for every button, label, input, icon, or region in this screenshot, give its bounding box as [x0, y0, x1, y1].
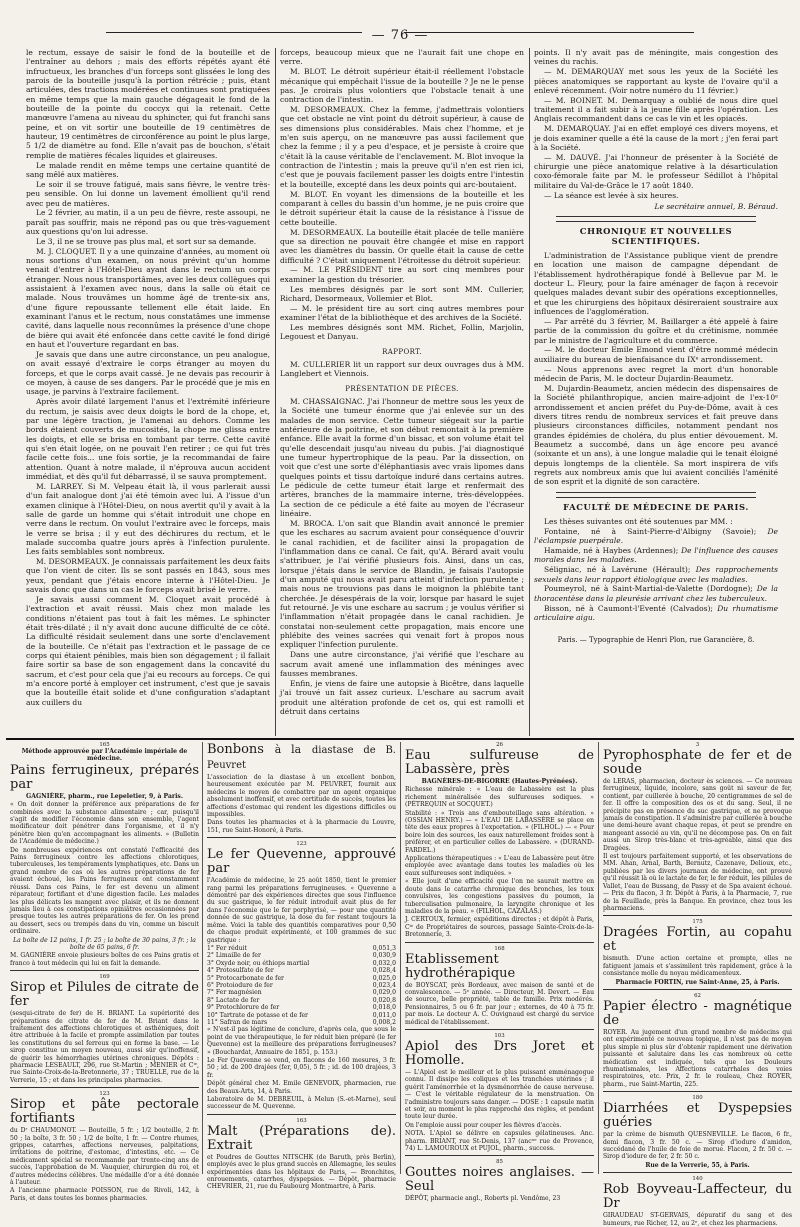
ad-pains-ferrugineux — [10, 742, 199, 967]
ad-number: 3 — [695, 742, 700, 748]
table-cell-label: 7° Fer magnésien — [207, 989, 262, 997]
paragraph: M. DEMARQUAY. J'ai en effet employé ces divers moyens, et je dois examiner quelle a été la cause de la mort ; j'en ferai part à la Société. — [534, 124, 778, 152]
ad-text: BAGNÈRES-DE-BIGORRE (Hautes-Pyrénées). — [421, 778, 578, 785]
printer-imprint: Paris. — Typographie de Henri Plon, rue Garancière, 8. — [557, 636, 755, 645]
table-row — [207, 1004, 396, 1011]
thesis-title: De l'éclampsie puerpérale. — [534, 526, 778, 546]
ad-title-rest: diastase de B. Peuvret — [207, 745, 396, 771]
table-row — [207, 997, 396, 1004]
thesis-entry — [534, 546, 778, 565]
table-cell-value: 0,028,4 — [372, 967, 396, 975]
ad-text: Dépôt général chez M. Emile GENEVOIX, pharmacien, rue des Beaux-Arts, 14, à Paris. — [207, 1080, 396, 1095]
paragraph: Dans une autre circonstance, j'ai vérifié que l'eschare au sacrum avait amené une inflammation des méninges avec fausses membranes. — [280, 650, 524, 678]
ad-column-divider — [400, 742, 401, 1174]
table-row — [207, 1012, 396, 1019]
paragraph: M. CULLERIER lit un rapport sur deux ouvrages dus à MM. Langlebert et Viennois. — [280, 360, 524, 379]
ad-text: (sesqui-citrate de fer) de H. BRIANT. La supériorité des préparations de citrate de fer de M. Briant dans le traitement des affections chlorotiques et asthéniques, doit être attribuée à la facile et prompte assimilation par toutes les constitutions du sel ferreux qui en forme la base. — Le sirop constitue un moyen nouveau, aussi sûr qu'inoffensif, de guérir les hémorrhagies utérines chroniques. Dépôts : pharmacie LESEAULT, 296, rue St-Martin ; MENIER et Cⁱᵉ, rue Sainte-Croix-de-la-Bretonnerie, 37 ; TRUELLE, rue de la Verrerie, 15 ; et dans les principales pharmacies. — [10, 1010, 199, 1084]
page-header — [26, 24, 774, 43]
paragraph: M. J. CLOQUET. Il y a une quinzaine d'années, au moment où nous sortions d'un examen, on nous prévint qu'un homme venait d'entrer à l'Hôtel-Dieu ayant dans le rectum un corps étranger. Nous nous transportâmes, avec les deux collègues qui assistaient à l'examen avec nous, dans la salle où était ce malade. Nous trouvâmes un homme âgé de trente-six ans, d'une figure repoussante tellement elle était laide. En examinant l'anus et le rectum, nous constatâmes une immense cavité, dans laquelle nous reconnûmes la présence d'une chope de bière qui avait été enfoncée dans cette cavité le fond dirigé en haut et l'ouverture regardant en bas. — [26, 246, 270, 350]
paragraph: — La séance est levée à six heures. — [544, 190, 679, 200]
ad-apiol — [405, 1033, 594, 1152]
ad-separator — [10, 970, 199, 971]
ad-hydrotherapique — [405, 946, 594, 1026]
iron-comparison-table — [207, 945, 396, 1026]
ad-title: Apiol des Drs Joret et Homolle. — [405, 1038, 594, 1068]
paragraph: M. BLOT. En voyant les dimensions de la bouteille et les comparant à celles du bassin d'un homme, je ne puis croire que le détroit supérieur était la cause de la résistance à l'issue de cette bouteille. — [280, 189, 524, 227]
ad-text: GIRAUDEAU ST-GERVAIS, dépuratif du sang et des humeurs, rue Richer, 12, au 2ᵉ, et chez les pharmaciens. — [603, 1212, 792, 1227]
table-cell-value: 0,051,3 — [372, 944, 396, 952]
table-cell-label: 3° Oxyde noir, ou éthiops martial — [207, 959, 310, 967]
ad-bonbons-diastase — [207, 743, 396, 834]
table-cell-value: 0,020,8 — [372, 996, 396, 1004]
table-cell-label: 10° Tartrate de potasse et de fer — [207, 1011, 308, 1019]
ad-number: 123 — [296, 841, 307, 848]
ad-column-3 — [405, 742, 594, 1203]
ad-text: A l'ancienne pharmacie POISSON, rue de Rivoli, 142, à Paris, et dans toutes les bonnes pharmacies. — [10, 1187, 199, 1202]
ad-text: « On doit donner la préférence aux préparations de fer combinées avec la substance alimentaire ; car, puisqu'il s'agit de modifier l'économie dans son ensemble, l'agent modificateur doit pénétrer dans l'organisme, et il n'y pénètre bien qu'en accompagnant les aliments. » (Bulletin de l'Académie de médecine.) — [10, 801, 199, 846]
ad-column-4 — [603, 742, 792, 1227]
header-rule-left — [106, 32, 396, 33]
table-cell-value: 0,025,0 — [372, 974, 396, 982]
ad-title: Pains ferrugineux, préparés par — [10, 762, 199, 792]
ad-text: — L'Apiol est le meilleur et le plus puissant emménagogue connu. Il dissipe les coliques et les tranchées utérines ; il guérit l'aménorrhée et la dysménorrhée de cause nerveuse. — C'est le véritable régulateur de la menstruation. On l'administre toujours sans danger. — DOSE : 1 capsule matin et soir, au moment le plus rapproché des règles, et pendant toute leur durée. — [405, 1068, 594, 1121]
thesis-title: Du rhumatisme articulaire aigu. — [534, 603, 779, 622]
ad-price: La boîte de 12 pains, 1 fr. 25 ; la boîte de 30 pains, 3 fr. ; la boîte de 65 pains, 6 fr. — [13, 936, 196, 951]
editorial-columns — [26, 48, 778, 736]
paragraph: forceps, beaucoup mieux que ne l'aurait fait une chope en verre. — [280, 48, 524, 67]
ad-dragees-fortin — [603, 919, 792, 986]
column-1 — [26, 48, 270, 736]
ad-text: GAGNIÈRE, pharm., rue Lepeletier, 9, à Paris. — [26, 792, 183, 800]
ad-title: Gouttes noires anglaises. — Seul — [405, 1165, 594, 1195]
thesis-author: Poumeyrol, né à Saint-Martial-de-Valette (Dordogne); — [544, 584, 753, 594]
section-heading-pieces: PRÉSENTATION DE PIÈCES. — [345, 384, 459, 393]
table-cell-label: 6° Protoiodure de fer — [207, 981, 273, 989]
paragraph: — M. DEMARQUAY met sous les yeux de la Société les pièces anatomiques se rapportant au kyste de l'ovaire qu'il a enlevé récemment. (Voir notre numéro du 11 février.) — [534, 67, 778, 95]
column-3 — [534, 48, 778, 736]
column-divider — [275, 48, 276, 736]
ad-text: NOTA. L'Apiol se délivre en capsules gélatineuses. Anc. pharm. BRIANT, rue St-Denis, 137 (ancⁿᵉ rue de Provence, 74) L. LAMOUROUX et PUJOL, pharm., success. — [405, 1130, 594, 1153]
ad-sirop-pectorale — [10, 1091, 199, 1202]
ad-separator — [603, 989, 792, 990]
paragraph: — Par arrêté du 3 février, M. Baillarger a été appelé à faire partie de la commission du goître et du crétinisme, nommée par le ministre de l'agriculture et du commerce. — [534, 316, 778, 345]
paragraph: Je savais aussi comment M. Cloquet avait procédé à l'extraction et avait réussi. Mais chez mon malade les conditions n'étaient pas tout à fait les mêmes. Le sphincter était très-dilaté ; il n'y avait donc aucune difficulté de ce côté. La difficulté résidait seulement dans une sorte d'enclavement de la bouteille. Ce n'était pas l'extraction et le passage de ce corps qui étaient pénibles, mais bien son dégagement ; il fallait faire sortir sa base de son engagement dans la concavité du sacrum, et c'est pour cela que j'ai eu recours au forceps. Ce qui m'a encore porté à employer cet instrument, c'est que je savais que la bouteille était solide et d'une configuration s'adaptant aux cuillers du — [26, 594, 270, 707]
paragraph: Je savais que dans une autre circonstance, un peu analogue, on avait essayé d'extraire le corps étranger au moyen du forceps, et que le corps avait cassé. Je ne devais pas recourir à ce moyen, à cause de ses dangers. Par le procédé que je mis en usage, je parvins à l'extraire facilement. — [26, 350, 270, 397]
ad-number: 85 — [496, 1159, 503, 1166]
thesis-entry — [534, 584, 778, 603]
paragraph: le rectum, essaye de saisir le fond de la bouteille et de l'entraîner au dehors ; mais des efforts répétés ayant été infructueux, les branches d'un forceps sont glissées le long des parois de la bouteille jusqu'à la portion rétrécie ; puis, étant articulées, des tractions modérées et continues sont pratiquées en même temps que la main gauche dégageait le fond de la bouteille de la pointe du coccyx qui la retenait. Cette manœuvre l'amena au niveau du sphincter, qui fut franchi sans peine, et on vit sortir une bouteille de 19 centimètres de hauteur, 19 centimètres de circonférence au point le plus large, 5 1/2 de diamètre au fond. Elle n'avait pas de bouchon, s'était remplie de matières fécales liquides et glaireuses. — [26, 48, 270, 160]
ad-pyrophosphate — [603, 742, 792, 912]
ad-diarrhees — [603, 1095, 792, 1169]
ad-text: Dans toutes les pharmacies et à la pharmacie du Louvre, 151, rue Saint-Honoré, à Paris. — [207, 819, 396, 834]
ad-separator — [603, 1172, 792, 1173]
ad-text: L'association de la diastase à un excellent bonbon, heureusement exécutée par M. PEUVRET, fournit aux médecins le moyen de combattre par un agent organique absolument inoffensif, et avec certitude de succès, toutes les affections d'estomac qui rendent les digestions difficiles ou impossibles. — [207, 774, 396, 819]
ad-separator — [603, 1091, 792, 1092]
ad-column-divider — [598, 742, 599, 1174]
column-2 — [280, 48, 524, 736]
ad-gouttes-noires — [405, 1159, 594, 1202]
table-cell-label: 4° Protosulfate de fer — [207, 967, 274, 975]
ad-separator — [405, 942, 594, 943]
ad-number: 123 — [99, 1091, 110, 1098]
paragraph: — M. le président tire au sort cinq autres membres pour examiner l'état de la bibliothèque et des archives de la Société. — [280, 303, 524, 323]
ad-text: Il est toujours parfaitement supporté, et les observations de MM. Ahan, Arnal, Barth, Bernutz, Cazenave, Delioux, etc., publiées par les divers journaux de médecine, ont prouvé qu'il réussit là où le lactate de fer, le fer réduit, les pilules de Vallet, l'eau de Bussang, de Passy et de Spa avaient échoué. — Prix du flacon, 3 fr. Dépôt à Paris, à la Pharmacie, 7, rue de la Feuillade, près la Banque. En province, chez tous les pharmaciens. — [603, 853, 792, 912]
ad-number: 180 — [692, 1095, 703, 1102]
paragraph: Le 3, il ne se trouve pas plus mal, et sort sur sa demande. — [36, 236, 257, 246]
ad-number: 169 — [99, 974, 110, 981]
ad-text: Le Fer Quevenne se vend, en flacons de 160 mesures, 3 fr. 50 ; id. de 200 drajées (fer, 0,05), 5 fr. ; id. de 100 drajées, 3 fr. — [207, 1057, 396, 1079]
table-row — [207, 1019, 396, 1026]
table-cell-label: 2° Limaille de fer — [207, 952, 261, 960]
paragraph: M. CHASSAIGNAC. J'ai l'honneur de mettre sous les yeux de la Société une tumeur énorme que j'ai enlevée sur un des malades de mon service. Cette tumeur siégeait sur la partie antérieure de la poitrine, et son début remontait à la première enfance. Elle avait la forme d'un bissac, et son volume était tel qu'elle descendait jusqu'au niveau du pubis. J'ai diagnostiqué une tumeur hypertrophique de la peau. Par la dissection, on voit que c'est une sorte d'éléphantiasis avec vrais lipomes dans quelques points et tissu dartoïque induré dans certains autres. Le pédicule de cette tumeur était large et renfermait des artères, branches de la mammaire interne, très-développées. La section de ce pédicule a été faite au moyen de l'écraseur linéaire. — [280, 397, 524, 519]
ad-text: De nombreuses expériences ont constaté l'efficacité des Pains ferrugineux contre les affections chlorotiques, tuberculeuses, les tempéraments lymphatiques, etc. Dans un grand nombre de cas où les autres préparations de fer avaient échoué, les Pains ferrugineux ont constamment réussi. Dans ces Pains, le fer est devenu un aliment réparateur, fortifiant et d'une digestion facile. Les malades les plus délicats les mangent avec plaisir, et ils ne donnent jamais lieu à ces constipations opiniâtres occasionnées par presque toutes les autres préparations de fer. On les prend au dessert, secs ou trempés dans du vin, comme un biscuit ordinaire. — [10, 846, 199, 936]
ad-text: ROYER. Au jugement d'un grand nombre de médecins qui ont expérimenté ce nouveau topique, il n'est pas de moyen plus simple ni plus sûr d'obtenir rapidement une dérivation puissante et salutaire dans les cas nombreux où cette médication est indiquée, tels que les Douleurs rhumatismales, les Affections catarrhales des voies respiratoires, etc. Prix, 2 fr. le rouleau, Chez ROYER, pharm., rue Saint-Martin, 225. — [603, 1028, 792, 1088]
ad-text: Richesse minérale : « L'eau de Labassère est la plus richement minéralisée des sulfureuses sodiques. » (PÉTREQUIN et SOCQUET.) — [405, 786, 594, 809]
ornament-divider — [556, 216, 756, 222]
thesis-title: Des rapprochements sexuels dans leur rapport étiologique avec les maladies. — [534, 565, 778, 584]
ad-eau-labassere — [405, 742, 594, 939]
ad-title: Malt (Préparations de). Extrait — [207, 1123, 396, 1153]
page-number: — 76 — — [362, 28, 439, 43]
paragraph: Le malade rendit en même temps une certaine quantité de sang mêlé aux matières. — [26, 160, 270, 179]
secretary-signature: Le secrétaire annuel, B. Béraud. — [654, 202, 778, 211]
ad-rob-boyveau — [603, 1176, 792, 1227]
table-cell-label: 8° Lactate de fer — [207, 996, 260, 1004]
ad-title-main: Bonbons — [207, 742, 264, 757]
paragraph: Enfin, je viens de faire une autopsie à Bicêtre, dans laquelle j'ai trouvé un fait assez curieux. L'eschare au sacrum avait produit une altération profonde de cet os, qui est ramolli et détruit dans certains — [280, 678, 524, 716]
paragraph: Les membres désignés sont MM. Richet, Follin, Marjolin, Legouest et Danyau. — [280, 322, 524, 342]
table-cell-value: 0,030,9 — [372, 952, 396, 960]
ad-separator — [207, 837, 396, 838]
advertisements — [6, 742, 794, 1227]
thesis-author: Hamaide, né à Haybes (Ardennes); — [544, 546, 679, 555]
ad-separator — [603, 915, 792, 916]
paragraph: M. BLOT. Le détroit supérieur était-il réellement l'obstacle mécanique qui empêchait l'issue de la bouteille ? Je ne le pense pas. Je croirais plus volontiers que l'obstacle tenait à une contraction de l'intestin. — [280, 67, 524, 105]
ad-separator — [405, 1155, 594, 1156]
paragraph: Le 2 février, au matin, il a un peu de fièvre, reste assoupi, ne paraît pas souffrir, mais ne répond pas ou que très-vaguement aux questions qu'on lui adresse. — [26, 208, 270, 237]
ad-text: Rue de la Verrerie, 55, à Paris. — [645, 1161, 750, 1169]
ad-text: par la crème de bismuth QUESNEVILLE. Le flacon, 6 fr., demi flacon, 3 fr. 50 c. — Sirop d'iodure d'amidon, succédané de l'huile de foie de morue. Flacon, 2 fr. 50 c. — Sirop d'iodure de fer, 2 fr. 50 c. — [603, 1131, 792, 1161]
section-heading-rapport: RAPPORT. — [382, 347, 422, 356]
ad-text: M. GAGNIÈRE envoie plusieurs boîtes de ces Pains gratis et franco à tout médecin qui lui en fait la demande. — [10, 952, 199, 967]
paragraph: Les thèses suivantes ont été soutenues par MM. : — [544, 516, 733, 526]
ad-text: « Elle jouit d'une efficacité que l'on ne saurait mettre en doute dans le catarrhe chronique des bronches, les toux convulsives, les congestions passives du poumon, la tuberculisation pulmonaire, la laryngite chronique et les maladies de la peau. » (FILHOL, CAZALAS.) — [405, 878, 594, 915]
ad-papier-electro — [603, 993, 792, 1088]
ad-sirop-citrate-fer — [10, 974, 199, 1084]
ad-text: du Dʳ CHAUMONOT. — Bouteille, 5 fr. ; 1/2 bouteille, 2 fr. 50 ; la boîte, 3 fr. 50 ; 1/2 de boîte, 1 fr. — Contre rhumes, grippes, catarrhes, affections nerveuses, palpitations, irritations de poitrine, d'estomac, d'intestins, etc. — Ce médicament spécial se recommande par trente-cinq ans de succès, l'approbation de M. Vauquier, chirurgien du roi, et d'autres médecins célèbres. Une médaille d'or a été donnée à l'auteur. — [10, 1127, 199, 1187]
paragraph: M. BROCA. L'on sait que Blandin avait annoncé le premier que les eschares au sacrum avaient pour conséquence d'ouvrir le canal rachidien, et de faciliter ainsi la propagation de l'inflammation dans ce canal. Ce fait, qu'A. Bérard avait voulu s'attribuer, je l'ai vérifié plusieurs fois. Ainsi, dans un cas, lorsque j'étais dans le service de Blandin, je faisais l'autopsie d'un amputé qui nous avait paru atteint d'infection purulente ; mais nous ne trouvions pas dans le moignon la phlébite tant cherchée. Je désespérais de la voir, lorsque par hasard le sujet fut retourné. Je vis une eschare au sacrum ; je voulus vérifier si l'inflammation n'était propagée dans le canal rachidien. Je constatai non-seulement cette propagation, mais encore une phlébite des veines sacrées qui venait fort à propos nous expliquer l'infection purulente. — [280, 519, 524, 650]
ad-text: et Poudres de Gouttes NITSCHK (de Baruth, près Berlin), employés avec le plus grand succès en Allemagne, les seules expérimentées dans les hôpitaux de Paris, — Bronchites, enrouements, catarrhes, dyspepsies. — Dépôt, pharmacie CHEVRIER, 21, rue du Faubourg Montmartre, à Paris. — [207, 1153, 396, 1191]
ad-separator — [10, 1087, 199, 1088]
table-cell-value: 0,029,0 — [372, 989, 396, 997]
header-rule-right — [404, 32, 694, 33]
paragraph: — M. le docteur Emile Emond vient d'être nommé médecin auxiliaire du bureau de bienfaisance du IXᵉ arrondissement. — [534, 345, 778, 364]
table-row — [207, 945, 396, 952]
ad-text: l'Académie de médecine, le 25 août 1850, tient le premier rang parmi les préparations ferrugineuses. « Quevenne a démontré par des expériences directes que sous l'influence du suc gastrique, le fer réduit introduit avait plus de fer dans l'économie que le fer porphyrisé, — pour une quantité donnée de suc gastrique, la dose du fer restant toujours la même. Voici la table des quantités comparatives pour 0,50 de chaque produit expérimenté, et 100 grammes de suc gastrique : — [207, 877, 396, 944]
table-cell-label: 1° Fer réduit — [207, 944, 247, 952]
paragraph: Le soir il se trouve fatigué, mais sans fièvre, le ventre très-peu sensible. On lui donne un lavement émollient qu'il rend avec peu de matières. — [26, 179, 270, 208]
ad-number: 103 — [494, 1032, 505, 1039]
table-row — [207, 975, 396, 982]
paragraph: points. Il n'y avait pas de méningite, mais congestion des veines du rachis. — [534, 48, 778, 67]
table-cell-label: 9° Protochlorure de fer — [207, 1004, 280, 1012]
ad-number: 26 — [496, 742, 503, 748]
ad-number: 140 — [692, 1176, 703, 1183]
ad-number: 168 — [494, 945, 505, 952]
ad-title — [207, 743, 396, 773]
paragraph: — M. DAUVÉ. J'ai l'honneur de présenter à la Société de chirurgie une pièce anatomique relative à la désarticulation coxo-fémorale faite par M. le professeur Sédillot à l'hôpital militaire du Val-de-Grâce le 17 août 1840. — [534, 152, 778, 190]
ad-text: DÉPÔT, pharmacie angl., Roberts pl. Vendôme, 23 — [405, 1195, 561, 1203]
paragraph: M. LARREY. Si M. Velpeau était là, il vous parlerait aussi d'un fait analogue dont j'ai été témoin avec lui. A l'issue d'un examen clinique à l'Hôtel-Dieu, on nous avertit qu'il y avait à la salle de garde un homme qui s'était introduit une chope en verre dans le rectum. On voulut l'extraire avec le forceps, mais le verre se brisa ; il y eut des déchirures du rectum, et le malade succomba quatre jours après à l'infection purulente. Les faits semblables sont nombreux. — [26, 481, 270, 557]
paragraph: M. DESORMEAUX. Chez la femme, j'admettrais volontiers que cet obstacle ne vînt point du détroit supérieur, à cause de ses dimensions plus considérables. Mais chez l'homme, et je m'en suis aperçu, on ne manœuvre pas aussi facilement que chez la femme ; il y a peu d'espace, et je persiste à croire que c'était là la cause véritable de l'enclavement. M. Blot invoque la contraction de l'intestin ; mais la preuve qu'il n'en est rien ici, c'est que je pouvais facilement passer les doigts entre l'intestin et la bouteille, excepté dans les deux points qui arc-boutaient. — [280, 105, 524, 189]
ad-text: de BOYSCAT, près Bordeaux, avec maison de santé et de convalescence. — 5ᵉ année. — Directeur, M. Devert. — Eau de source, belle propriété, table de famille. Prix modérés. Pensionnaires, 5 ou 6 fr. par jour ; externes, de 40 à 75 fr. par mois. Le docteur A. C. Ouvignaud est chargé du service médical de l'établissement. — [405, 981, 594, 1026]
ad-column-1 — [10, 742, 199, 1202]
faculte-heading: FACULTÉ DE MÉDECINE DE PARIS. — [563, 501, 749, 512]
table-cell-label: 5° Protocarbonate de fer — [207, 974, 284, 982]
ad-malt — [207, 1118, 396, 1191]
paragraph: Les membres désignés par le sort sont MM. Cullerier, Richard, Desormeaux, Vollemier et Blot. — [280, 284, 524, 303]
table-row — [207, 952, 396, 959]
ad-separator — [207, 1114, 396, 1115]
thesis-title: De la thoracentèse dans la pleurésie arrivant chez les tuberculeux. — [534, 584, 778, 603]
ad-title: Eau sulfureuse de Labassère, près — [405, 748, 594, 777]
thesis-author: Séligniac, né à Lavérune (Hérault); — [544, 565, 691, 575]
ad-approval: Méthode approuvée par l'Académie impériale de médecine. — [21, 748, 188, 763]
column-divider — [529, 48, 530, 736]
ad-title: Sirop et Pilules de citrate de fer — [10, 980, 199, 1010]
table-cell-value: 0,032,0 — [372, 959, 396, 967]
ad-number: 175 — [692, 919, 703, 926]
ad-text: « N'est-il pas légitime de conclure, d'après cela, que sous le point de vue thérapeutique, le fer réduit bien préparé (le fer Quevenne) est la meilleure des préparations ferrugineuses? » (Bouchardat, Annuaire de 1851, p. 153.) — [207, 1026, 396, 1056]
table-row — [207, 960, 396, 967]
ad-text: On l'emploie aussi pour couper les fièvres d'accès. — [405, 1121, 562, 1129]
ad-title: Rob Boyveau-Laffecteur, du Dr — [603, 1182, 792, 1212]
table-row — [207, 989, 396, 996]
ornament-divider — [556, 492, 756, 498]
ad-title: Sirop et pâte pectorale fortifiants — [10, 1097, 199, 1127]
ad-number: 62 — [694, 992, 701, 999]
paragraph: L'administration de l'Assistance publique vient de prendre en location une maison de campagne dépendant de l'établissement hydrothérapique fondé à Bellevue par M. le docteur L. Fleury, pour la faire aménager de façon à recevoir quelques malades devant subir des opérations exceptionnelles, et que les chirurgiens des hôpitaux désireraient soustraire aux influences de l'agglomération. — [534, 251, 778, 317]
table-cell-value: 0,008,2 — [372, 1018, 396, 1026]
table-cell-value: 0,018,0 — [372, 1004, 396, 1012]
chronique-heading: CHRONIQUE ET NOUVELLES SCIENTIFIQUES. — [579, 226, 733, 246]
thesis-author: Fontaine, né à Saint-Pierre-d'Albigny (Savoie); — [544, 526, 757, 536]
ad-text: Laboratoire de M. DEBREUIL, à Melun (S.-et-Marne), seul successeur de M. Quevenne. — [207, 1096, 396, 1111]
ad-title: Pyrophosphate de fer et de soude — [603, 748, 792, 777]
table-cell-label: 11° Safran de mars — [207, 1018, 268, 1026]
thesis-entry — [534, 527, 778, 546]
paragraph: M. DESORMEAUX. La bouteille était placée de telle manière que sa direction ne pouvait être changée et mise en rapport avec les diamètres du bassin. Or quelle était la cause de cette difficulté ? C'était uniquement l'étroitesse du détroit supérieur. — [280, 227, 524, 265]
table-cell-value: 0,011,0 — [372, 1011, 396, 1019]
ad-number: 163 — [296, 1117, 307, 1124]
ad-title-small: à la — [274, 743, 302, 756]
paragraph: Après avoir dilaté largement l'anus et l'extrémité inférieure du rectum, je saisis avec deux doigts le bord de la chope, et, par une légère traction, je l'amenai au dehors. Comme les bords étaient couverts de mucosités, la chope me glissa entre les doigts, et elle se brisa en tombant par terre. Cette cavité qui s'en était logée, on ne pouvait l'en retirer ; ce qui fut très facile cette fois... une fois sortie, je la recommandai de faire attention. Quant à notre malade, il n'éprouva aucun accident immédiat, et dès qu'il fut débarrassé, il se sauva promptement. — [26, 397, 270, 481]
ad-fer-quevenne — [207, 841, 396, 1111]
thesis-entry — [534, 565, 778, 584]
paragraph: M. DESORMEAUX. Je connaissais parfaitement les deux faits que l'on vient de citer. Ils se sont passés en 1843, sous mes yeux, pendant que j'étais encore interne à l'Hôtel-Dieu. Je savais donc que dans un cas le forceps avait brisé le verre. — [26, 557, 270, 595]
thesis-author: Bisson, né à Caumont-l'Eventé (Calvados); — [544, 603, 713, 613]
table-row — [207, 967, 396, 974]
advertisements-rule — [6, 738, 794, 740]
ad-separator — [405, 1029, 594, 1030]
ad-title: Etablissement hydrothérapique — [405, 951, 516, 981]
ad-title: Le fer Quevenne, approuvé par — [207, 847, 396, 877]
ad-column-divider — [202, 742, 203, 1174]
table-row — [207, 982, 396, 989]
ad-text: Applications thérapeutiques : « L'eau de Labassère peut être employée avec avantage dans toutes les maladies où les eaux sulfureuses sont indiquées. » — [405, 855, 594, 877]
ad-title: Diarrhées et Dyspepsies guéries — [603, 1101, 792, 1131]
ad-title: Papier électro - magnétique de — [603, 998, 792, 1028]
ad-text: J. CERTOUX, fermier, expéditions directes ; et dépôt à Paris, Cⁱᵉ de Propriétaires de sources, passage Sainte-Croix-de-la-Bretonnerie, 3. — [405, 916, 594, 939]
paragraph: — M. LE PRÉSIDENT tire au sort cinq membres pour examiner la gestion du trésorier. — [280, 265, 524, 284]
paragraph: M. Dujardin-Beaumetz, ancien médecin des dispensaires de la Société philanthropique, ancien maire-adjoint de l'ex-10ᵉ arrondissement et ancien préfet du Puy-de-Dôme, avait à ces divers titres rendu de nombreux services et fait preuve dans plusieurs circonstances difficiles, notamment pendant nos grandes épidémies de choléra, du plus entier dévouement. M. Beaumetz a succombé, dans un âge encore peu avancé (soixante et un ans), à une longue maladie qui le tenait éloigné depuis longtemps de la clientèle. Sa mort inspirera de vifs regrets aux nombreux amis que lui avaient conciliés l'aménité de son esprit et la dignité de son caractère. — [534, 383, 778, 487]
table-cell-value: 0,023,4 — [372, 981, 396, 989]
ad-text: bismuth. D'une action certaine et prompte, elles ne fatiguent jamais et s'assimilent très rapidement, grâce à la consistance molle du noyau médicamenteux. — [603, 955, 792, 978]
ad-column-2 — [207, 742, 396, 1191]
ad-text: Stabilité : « Trois ans d'embouteillage sans altération. » (OSSIAN HENRY.) — « L'EAU DE LABASSÈRE se place en tête des eaux propres à l'exportation. » (FILHOL.) — « Pour boire loin des sources, les eaux naturellement froides sont à préférer, et en particulier celles de Labassère. » (DURAND-FARDEL.) — [405, 809, 594, 854]
thesis-entry — [534, 604, 778, 623]
paragraph: — M. BOINET. M. Demarquay a oublié de nous dire quel traitement il a fait subir à la jeune fille après l'opération. Les Anglais recommandent dans ce cas le vin et les opiacés. — [534, 95, 778, 124]
thesis-title: De l'influence des causes morales dans les maladies. — [534, 546, 778, 565]
ad-text: Pharmacie FORTIN, rue Saint-Anne, 25, à Paris. — [615, 978, 780, 986]
paragraph: — Nous apprenons avec regret la mort d'un honorable médecin de Paris, M. le docteur Dujardin-Beaumetz. — [534, 364, 778, 383]
ad-title: Dragées Fortin, au copahu et — [603, 925, 792, 955]
ad-text: de LERAS, pharmacien, docteur ès sciences. — Ce nouveau ferrugineux, liquide, incolore, sans goût ni saveur de fer, contient, par cuillerée à bouche, 20 centigrammes de sel de fer. Il offre la composition des os et du sang. Seul, il ne précipite pas en présence du suc gastrique, et ne provoque jamais de constipation. Il s'administre par cuillerée à bouche une demi-heure avant chaque repas, et peut se prendre en mangeant associé au vin, qu'il ne décompose pas. On en fait aussi un Sirop très-blanc et très-agréable, ainsi que des Dragées. — [603, 778, 792, 852]
ad-number: 165 — [99, 742, 110, 748]
